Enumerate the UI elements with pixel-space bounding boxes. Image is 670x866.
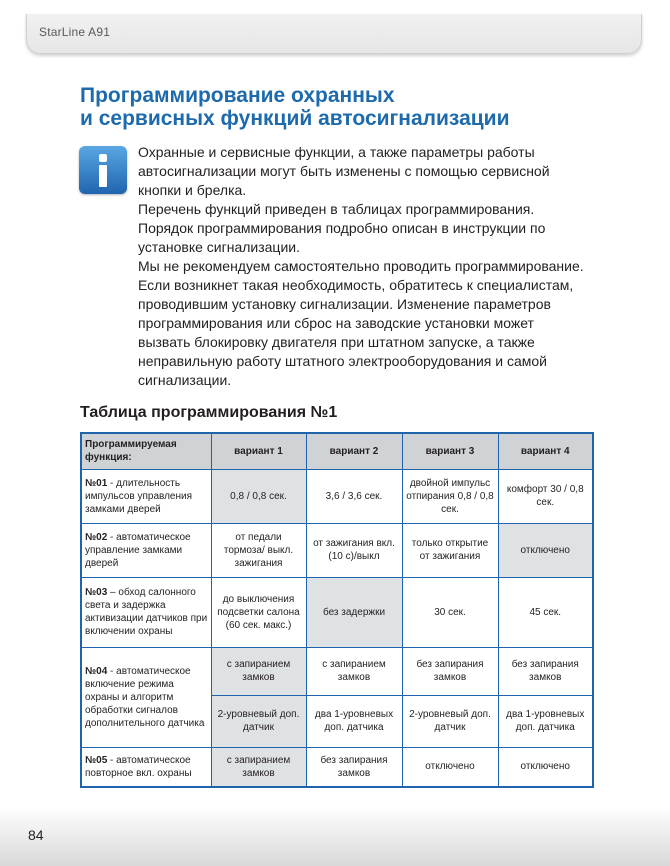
header-cell-variant-3: вариант 3 (402, 433, 498, 469)
info-paragraph: Перечень функций приведен в таблицах программирования. Порядок программирования подробно описан в инструкции по установке сигнализации. (138, 201, 546, 255)
page-title-line1: Программирование охранных (80, 84, 395, 107)
value-cell: от зажигания вкл. (10 с)/выкл (306, 523, 402, 577)
table-row (81, 523, 593, 577)
header-cell-variant-1: вариант 1 (211, 433, 306, 469)
function-cell: №04 - автоматическое включение режима охраны и алгоритм обработки сигналов дополнительного датчика (81, 647, 211, 747)
programming-table (80, 432, 594, 788)
value-cell: без запирания замков (498, 647, 593, 695)
value-cell: отключено (498, 523, 593, 577)
info-icon (79, 146, 127, 194)
table-heading: Таблица программирования №1 (80, 404, 338, 421)
value-cell: 3,6 / 3,6 сек. (306, 469, 402, 523)
header-cell-function: Программируемая функция: (81, 433, 211, 469)
header-cell-variant-2: вариант 2 (306, 433, 402, 469)
table-row (81, 647, 593, 695)
function-cell: №02 - автоматическое управление замками дверей (81, 523, 211, 577)
footer-band (0, 806, 670, 866)
function-cell: №03 – обход салонного света и задержка активизации датчиков при включении охраны (81, 577, 211, 647)
page-number: 84 (28, 827, 44, 843)
table-row (81, 577, 593, 647)
page-title (80, 84, 510, 130)
value-cell: два 1-уровневых доп. датчика (498, 695, 593, 747)
value-cell: с запиранием замков (211, 747, 306, 787)
value-cell: 45 сек. (498, 577, 593, 647)
value-cell: 2-уровневый доп. датчик (211, 695, 306, 747)
value-cell: только открытие от зажигания (402, 523, 498, 577)
function-cell: №01 - длительность импульсов управления замками дверей (81, 469, 211, 523)
table-header-row (81, 433, 593, 469)
value-cell: с запиранием замков (211, 647, 306, 695)
info-paragraph: Мы не рекомендуем самостоятельно проводить программирование. Если возникнет такая необходимость, обратитесь к специалистам, проводившим установку сигнализации. Изменение параметров программирования или сброс на заводские установки может вызвать блокировку двигателя при штатном запуске, а также неправильную работу штатного электрооборудования и самой сигнализации. (138, 258, 584, 388)
value-cell: до выключения подсветки салона (60 сек. макс.) (211, 577, 306, 647)
page-title-line2: и сервисных функций автосигнализации (80, 107, 510, 130)
value-cell: два 1-уровневых доп. датчика (306, 695, 402, 747)
table-row (81, 747, 593, 787)
info-text (138, 143, 588, 390)
header-title: StarLine A91 (39, 25, 111, 39)
value-cell: отключено (498, 747, 593, 787)
value-cell: двойной импульс отпирания 0,8 / 0,8 сек. (402, 469, 498, 523)
value-cell: с запиранием замков (306, 647, 402, 695)
value-cell: без запирания замков (306, 747, 402, 787)
table-row (81, 469, 593, 523)
value-cell: от педали тормоза/ выкл. зажигания (211, 523, 306, 577)
function-cell: №05 - автоматическое повторное вкл. охраны (81, 747, 211, 787)
value-cell: отключено (402, 747, 498, 787)
value-cell: 2-уровневый доп. датчик (402, 695, 498, 747)
info-paragraph: Охранные и сервисные функции, а также параметры работы автосигнализации могут быть изменены с помощью сервисной кнопки и брелка. (138, 144, 550, 198)
header-bar (26, 14, 642, 54)
value-cell: без запирания замков (402, 647, 498, 695)
value-cell: комфорт 30 / 0,8 сек. (498, 469, 593, 523)
header-cell-variant-4: вариант 4 (498, 433, 593, 469)
value-cell: без задержки (306, 577, 402, 647)
value-cell: 0,8 / 0,8 сек. (211, 469, 306, 523)
value-cell: 30 сек. (402, 577, 498, 647)
